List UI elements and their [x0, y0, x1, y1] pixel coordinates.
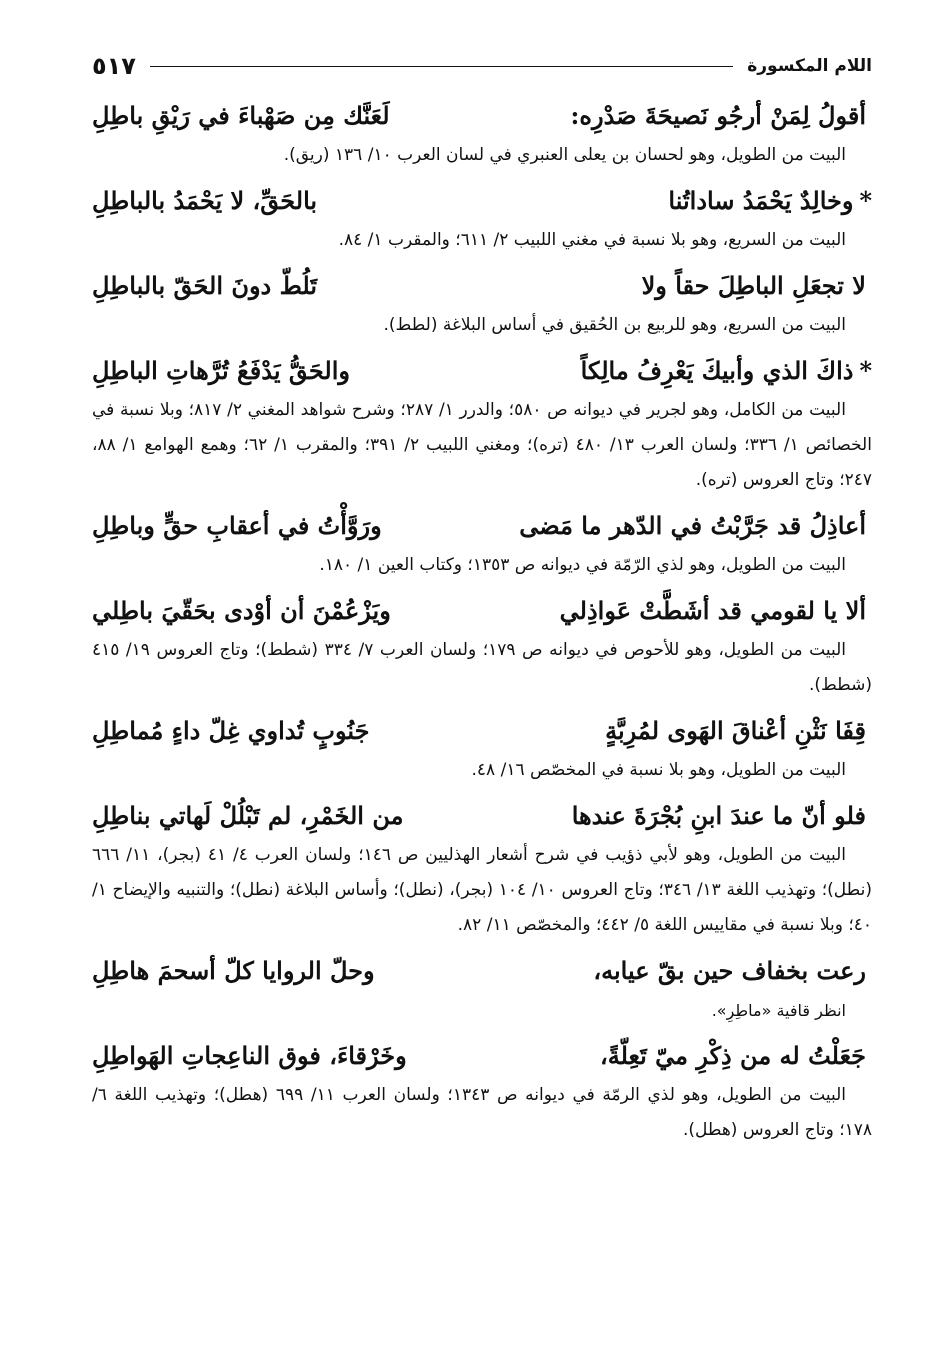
second-hemistich: من الخَمْرِ، لم تَبْلُلْ لَهاتي بناطِلِ [92, 801, 404, 830]
verse-line [92, 349, 872, 393]
verse-entry [92, 504, 872, 583]
first-hemistich [581, 349, 872, 393]
verse-line [92, 179, 872, 223]
first-hemistich-text: ذاكَ الذي وأبيكَ يَعْرِفُ مالِكاً [580, 356, 854, 385]
verse-entry [92, 709, 872, 788]
first-hemistich [572, 794, 872, 838]
first-hemistich [571, 94, 872, 138]
first-hemistich-text: فلو أنّ ما عندَ ابنِ بُجْرَةَ عندها [571, 801, 866, 830]
verse-entry [92, 264, 872, 343]
first-hemistich [519, 504, 872, 548]
second-hemistich: بالحَقِّ، لا يَحْمَدُ بالباطِلِ [92, 186, 318, 215]
verse-line [92, 949, 872, 993]
first-hemistich-text: رعت بخفاف حين بقّ عيابه، [593, 956, 866, 985]
second-hemistich: وحلّ الروايا كلّ أسحمَ هاطِلِ [92, 956, 375, 985]
second-hemistich: ورَوَّأْتُ في أعقابِ حقٍّ وباطِلِ [92, 511, 382, 540]
source-note: البيت من الطويل، وهو للأحوص في ديوانه ص ١٧٩؛ ولسان العرب ٧/ ٣٣٤ (شطط)؛ وتاج العروس ١٩/ ٤١٥ (شطط). [92, 640, 872, 695]
first-hemistich [668, 179, 872, 223]
second-hemistich: تَلُطّ دونَ الحَقّ بالباطِلِ [92, 271, 317, 300]
source-note: البيت من الكامل، وهو لجرير في ديوانه ص ٥٨٠؛ والدرر ١/ ٢٨٧؛ وشرح شواهد المغني ٢/ ٨١٧؛ وبلا نسبة في الخصائص ١/ ٣٣٦؛ ولسان العرب ١٣/ ٤٨٠ (تره)؛ ومغني اللبيب ٢/ ٣٩١؛ والمقرب ١/ ٦٢؛ وهمع الهوامع ١/ ٨٨، ٢٤٧؛ وتاج العروس (تره). [92, 400, 872, 490]
source-note: البيت من السريع، وهو للربيع بن الحُقيق في أساس البلاغة (لطط). [383, 315, 846, 335]
verse-entry [92, 349, 872, 498]
first-hemistich-text: قِفَا نَثْنِ أعْناقَ الهَوى لمُرِبَّةٍ [605, 716, 866, 745]
verse-entry [92, 179, 872, 258]
page-number: ٥١٧ [92, 52, 136, 80]
first-hemistich-text: وخالِدٌ يَحْمَدُ ساداتُنا [668, 186, 854, 215]
star-marker: * [859, 186, 872, 215]
verse-line [92, 589, 872, 633]
first-hemistich [560, 589, 872, 633]
source-note: البيت من السريع، وهو بلا نسبة في مغني اللبيب ٢/ ٦١١؛ والمقرب ١/ ٨٤. [338, 230, 846, 250]
verse-entry [92, 1034, 872, 1148]
verse-line [92, 794, 872, 838]
verse-entries [92, 94, 872, 1148]
source-note: البيت من الطويل، وهو لذي الرّمّة في ديوانه ص ١٣٥٣؛ وكتاب العين ١/ ١٨٠. [319, 555, 846, 575]
verse-entry [92, 94, 872, 173]
verse-entry [92, 589, 872, 703]
first-hemistich-text: جَعَلْتُ له من ذِكْرِ ميّ تَعِلّةً، [599, 1041, 866, 1070]
source-note: البيت من الطويل، وهو بلا نسبة في المخصّص ١٦/ ٤٨. [471, 760, 846, 780]
source-note: البيت من الطويل، وهو لذي الرمّة في ديوانه ص ١٣٤٣؛ ولسان العرب ١١/ ٦٩٩ (هطل)؛ وتهذيب اللغة ٦/ ١٧٨؛ وتاج العروس (هطل). [92, 1085, 872, 1140]
second-hemistich: جَنُوبٍ تُداوي غِلّ داءٍ مُماطِلِ [92, 716, 370, 745]
first-hemistich-text: أقولُ لِمَنْ أرجُو نَصيحَةَ صَدْرِه: [570, 101, 866, 130]
first-hemistich [642, 264, 872, 308]
running-head [92, 44, 872, 88]
verse-line [92, 709, 872, 753]
section-title: اللام المكسورة [747, 56, 872, 76]
source-note: انظر قافية «ماطِرِ». [711, 1001, 846, 1020]
source-note: البيت من الطويل، وهو لأبي ذؤيب في شرح أشعار الهذليين ص ١٤٦؛ ولسان العرب ٤/ ٤١ (بجر)، ١١/ ٦٦٦ (نطل)؛ وتهذيب اللغة ١٣/ ٣٤٦؛ وتاج العروس ١٠/ ١٠٤ (بجر)، (نطل)؛ وأساس البلاغة (نطل)؛ والتنبيه والإيضاح ١/ ٤٠؛ وبلا نسبة في مقاييس اللغة ٥/ ٤٤٢؛ والمخصّص ١١/ ٨٢. [92, 845, 872, 935]
verse-line [92, 264, 872, 308]
first-hemistich [600, 1034, 872, 1078]
verse-line [92, 94, 872, 138]
first-hemistich-text: ألا يا لقومي قد أشَطَّتْ عَواذِلي [559, 596, 866, 625]
second-hemistich: لَعَنَّك مِن صَهْباءَ في رَيْقِ باطِلِ [92, 101, 390, 130]
verse-line [92, 504, 872, 548]
header-rule [150, 66, 733, 67]
source-note: البيت من الطويل، وهو لحسان بن يعلى العنبري في لسان العرب ١٠/ ١٣٦ (ريق). [283, 145, 846, 165]
second-hemistich: ويَزْعُمْنَ أن أوْدى بحَقّيَ باطِلي [92, 596, 391, 625]
first-hemistich [593, 949, 872, 993]
first-hemistich [605, 709, 872, 753]
second-hemistich: وخَرْقاءَ، فوق الناعِجاتِ الهَواطِلِ [92, 1041, 407, 1070]
verse-line [92, 1034, 872, 1078]
second-hemistich: والحَقُّ يَدْفَعُ تُرَّهاتِ الباطِلِ [92, 356, 350, 385]
star-marker: * [859, 356, 872, 385]
verse-entry [92, 794, 872, 943]
first-hemistich-text: لا تجعَلِ الباطِلَ حقاً ولا [641, 271, 866, 300]
first-hemistich-text: أعاذِلُ قد جَرَّبْتُ في الدّهر ما مَضى [519, 511, 866, 540]
verse-entry [92, 949, 872, 1028]
